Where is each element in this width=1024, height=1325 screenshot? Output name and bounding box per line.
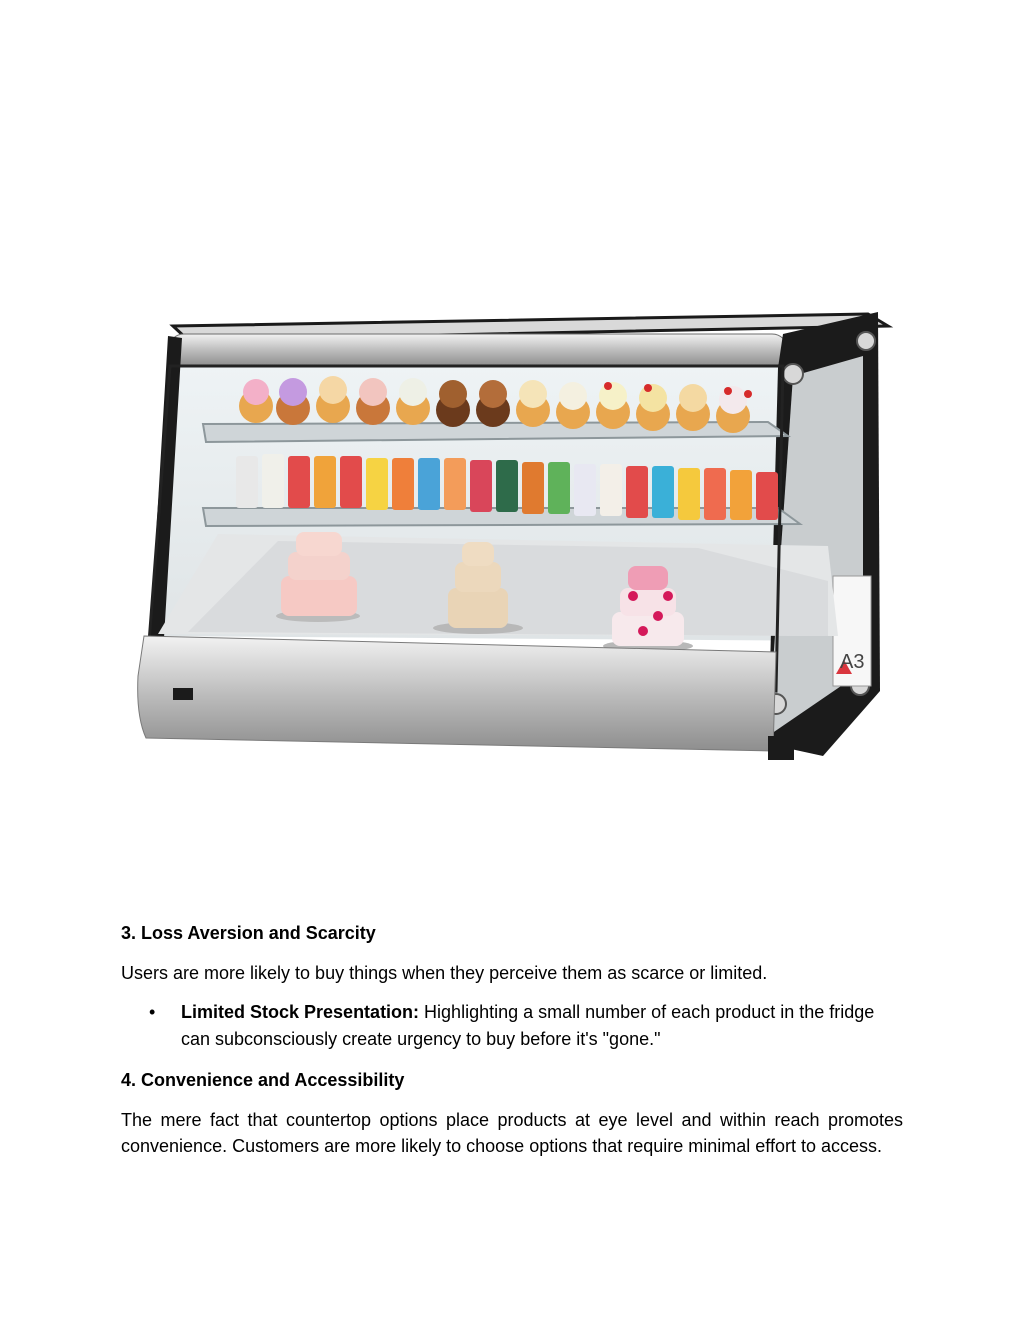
section-heading-convenience: 4. Convenience and Accessibility [121,1070,405,1090]
display-case-image [128,296,908,776]
list-item [121,999,903,1053]
bullet-text: Highlighting a small number of each product in the fridge can subconsciously create urgency to buy before it's "gone." [181,1002,875,1049]
section-paragraph-convenience: The mere fact that countertop options place products at eye level and within reach promotes convenience. Customers are more likely to choose options that require minimal effort to access. [121,1110,903,1156]
bullet-term: Limited Stock Presentation: [181,1002,420,1022]
bullet-icon: • [149,1002,156,1022]
bullet-list [121,999,903,1053]
section-heading-loss-aversion: 3. Loss Aversion and Scarcity [121,923,376,943]
brand-mark: A3 [840,651,865,673]
section-paragraph-loss-aversion: Users are more likely to buy things when they perceive them as scarce or limited. [121,963,768,983]
